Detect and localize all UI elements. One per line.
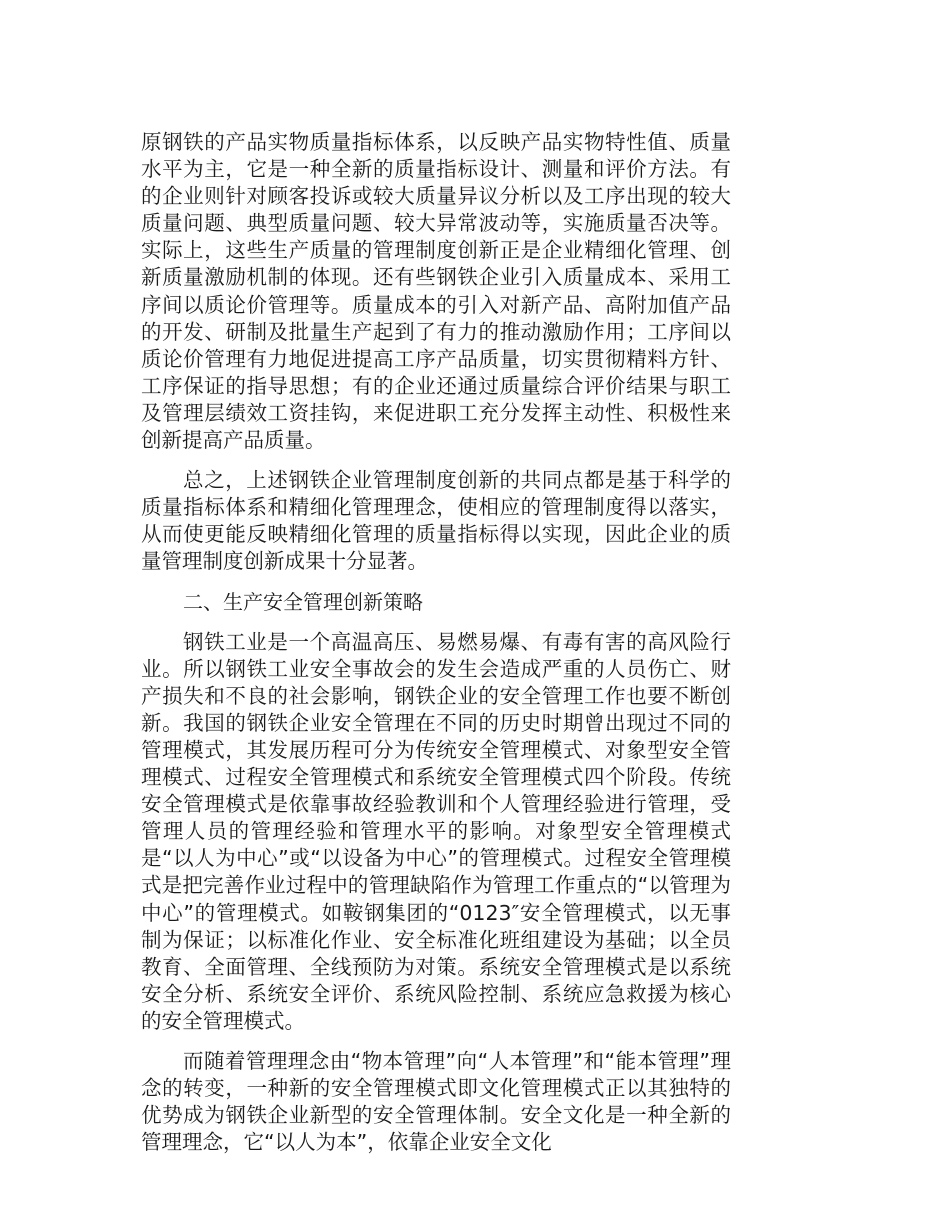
document-body (141, 129, 731, 1169)
section-heading-safety-management: 二、生产安全管理创新策略 (183, 589, 423, 614)
paragraph-safety-culture: 而随着管理理念由“物本管理”向“人本管理”和“能本管理”理念的转变，一种新的安全管理模式即文化管理模式正以其独特的优势成为钢铁企业新型的安全管理体制。安全文化是一种全新的管理理念，它“以人为本”，依靠企业安全文化 (141, 1049, 731, 1155)
paragraph-summary: 总之，上述钢铁企业管理制度创新的共同点都是基于科学的质量指标体系和精细化管理理念，使相应的管理制度得以落实，从而使更能反映精细化管理的质量指标得以实现，因此企业的质量管理制度创新成果十分显著。 (141, 468, 731, 574)
paragraph-quality-index-continuation: 原钢铁的产品实物质量指标体系，以反映产品实物特性值、质量水平为主，它是一种全新的质量指标设计、测量和评价方法。有的企业则针对顾客投诉或较大质量异议分析以及工序出现的较大质量问题、典型质量问题、较大异常波动等，实施质量否决等。实际上，这些生产质量的管理制度创新正是企业精细化管理、创新质量激励机制的体现。还有些钢铁企业引入质量成本、采用工序间以质论价管理等。质量成本的引入对新产品、高附加值产品的开发、研制及批量生产起到了有力的推动激励作用；工序间以质论价管理有力地促进提高工序产品质量，切实贯彻精料方针、工序保证的指导思想；有的企业还通过质量综合评价结果与职工及管理层绩效工资挂钩，来促进职工充分发挥主动性、积极性来创新提高产品质量。 (141, 130, 731, 453)
paragraph-safety-management-modes: 钢铁工业是一个高温高压、易燃易爆、有毒有害的高风险行业。所以钢铁工业安全事故会的发生会造成严重的人员伤亡、财产损失和不良的社会影响，钢铁企业的安全管理工作也要不断创新。我国的钢铁企业安全管理在不同的历史时期曾出现过不同的管理模式，其发展历程可分为传统安全管理模式、对象型安全管理模式、过程安全管理模式和系统安全管理模式四个阶段。传统安全管理模式是依靠事故经验教训和个人管理经验进行管理，受管理人员的管理经验和管理水平的影响。对象型安全管理模式是“以人为中心”或“以设备为中心”的管理模式。过程安全管理模式是把完善作业过程中的管理缺陷作为管理工作重点的“以管理为中心”的管理模式。如鞍钢集团的“0123″安全管理模式，以无事制为保证；以标准化作业、安全标准化班组建设为基础；以全员教育、全面管理、全线预防为对策。系统安全管理模式是以系统安全分析、系统安全评价、系统风险控制、系统应急救援为核心的安全管理模式。 (141, 629, 731, 1033)
